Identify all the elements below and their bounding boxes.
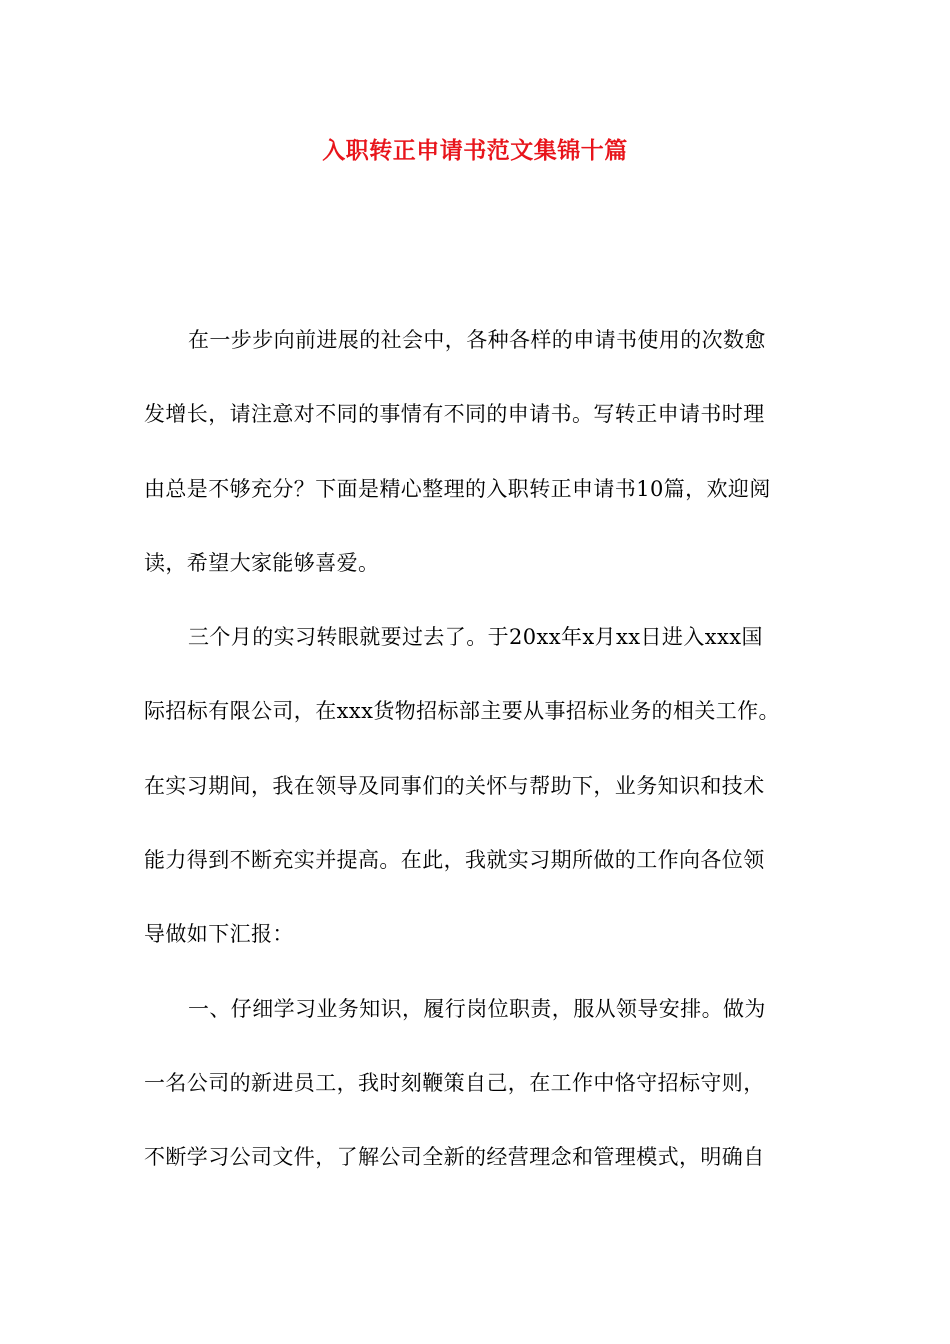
paragraph-line: 一名公司的新进员工，我时刻鞭策自己，在工作中恪守招标守则， — [144, 1070, 765, 1095]
document-title: 入职转正申请书范文集锦十篇 — [322, 138, 628, 164]
paragraph-line: 导做如下汇报： — [144, 922, 294, 947]
paragraph-line: 发增长，请注意对不同的事情有不同的申请书。写转正申请书时理 — [144, 402, 765, 427]
paragraph-line: 读，希望大家能够喜爱。 — [144, 550, 380, 575]
paragraph-line: 在一步步向前进展的社会中，各种各样的申请书使用的次数愈 — [188, 328, 766, 352]
paragraph-line: 不断学习公司文件，了解公司全新的经营理念和管理模式，明确自 — [144, 1145, 765, 1170]
paragraph-line: 由总是不够充分？下面是精心整理的入职转正申请书10篇，欢迎阅 — [144, 476, 771, 501]
paragraph-line: 在实习期间，我在领导及同事们的关怀与帮助下，业务知识和技术 — [144, 773, 765, 798]
document-body — [144, 316, 809, 1208]
paragraph-line: 际招标有限公司，在xxx货物招标部主要从事招标业务的相关工作。 — [144, 699, 780, 724]
paragraph-line: 三个月的实习转眼就要过去了。于20xx年x月xx日进入xxx国 — [188, 625, 763, 650]
paragraph-line: 能力得到不断充实并提高。在此，我就实习期所做的工作向各位领 — [144, 848, 765, 873]
paragraph-line: 一、仔细学习业务知识，履行岗位职责，服从领导安排。做为 — [188, 996, 766, 1021]
